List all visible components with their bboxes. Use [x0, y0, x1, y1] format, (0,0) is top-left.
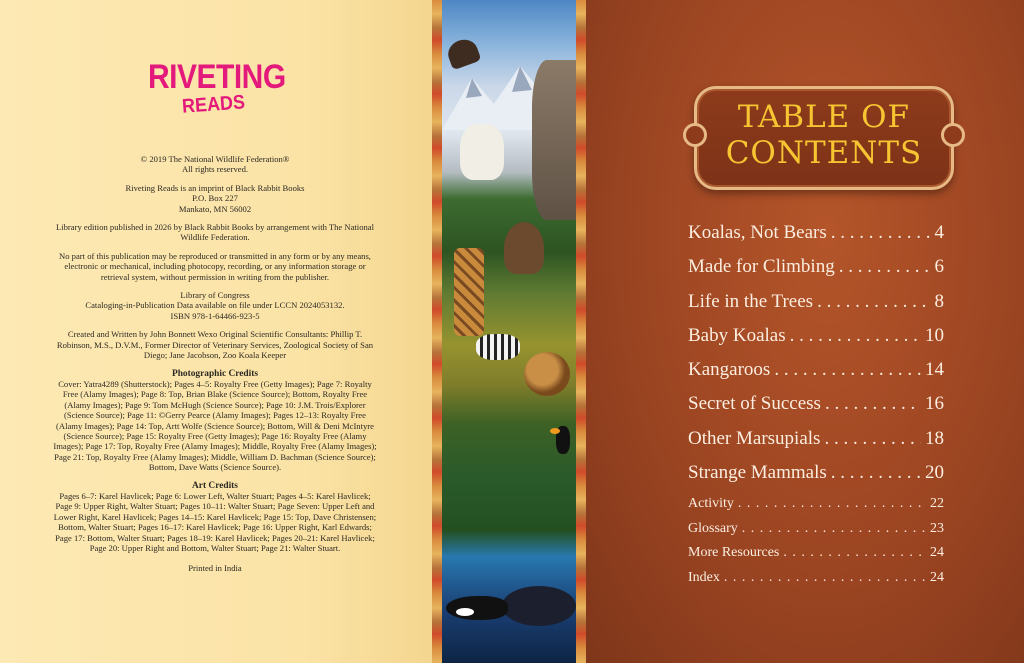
toc-entry[interactable] — [688, 393, 944, 427]
toc-entry-title: More Resources — [688, 545, 780, 560]
printed-in: Printed in India — [188, 563, 242, 574]
toucan-illustration — [556, 426, 570, 454]
toc-entry-page: 10 — [925, 324, 944, 346]
toc-back-entry[interactable] — [688, 496, 944, 521]
toc-entry-page: 22 — [930, 496, 944, 511]
toc-title-banner — [694, 86, 954, 190]
cip-line: Cataloging-in-Publication Data available on file under LCCN 2024053132. — [85, 300, 345, 311]
toc-entry-title: Glossary — [688, 520, 738, 536]
isbn-line: ISBN 978-1-64466-923-5 — [170, 310, 260, 321]
cataloging-info — [52, 290, 378, 321]
city-line: Mankato, MN 56002 — [178, 203, 252, 214]
polar-bear-illustration — [460, 124, 504, 180]
toc-entry-page: 4 — [934, 222, 944, 243]
imprint-line: Riveting Reads is an imprint of Black Rabbit Books — [125, 182, 305, 193]
giraffe-illustration — [454, 248, 484, 336]
toc-entry-page: 24 — [930, 569, 944, 585]
toc-leader — [790, 325, 921, 347]
library-edition: Library edition published in 2026 by Black Rabbit Books by arrangement with The National Wildlife Federation. — [56, 222, 374, 243]
toc-title-line2: CONTENTS — [725, 135, 923, 171]
decorative-border-right — [576, 0, 586, 663]
loc-line: Library of Congress — [180, 290, 250, 301]
toc-back-entry[interactable] — [688, 521, 944, 546]
toc-entry-title: Index — [688, 569, 720, 585]
toc-back-matter-list — [688, 496, 944, 594]
toc-entry[interactable] — [688, 222, 944, 256]
toc-leader — [742, 521, 926, 537]
copyright-page — [0, 0, 432, 663]
lion-illustration — [524, 352, 570, 396]
grizzly-bear-illustration — [504, 222, 544, 274]
art-credits-heading: Art Credits — [192, 480, 238, 491]
authors-credit: Created and Written by John Bonnett Wexo Original Scientific Consultants: Phillip T. Robinson, M.S., D.V.M., Former Director of Veterinary Services, Zoological Society of San Diego; Jane Jacobson, Zoo Koala Keeper — [56, 329, 374, 361]
po-box-line: P.O. Box 227 — [192, 193, 238, 204]
toc-title-line1: TABLE OF — [737, 99, 911, 135]
toc-entry[interactable] — [688, 428, 944, 462]
logo-line2: READS — [181, 90, 246, 118]
toc-entry-title: Koalas, Not Bears — [688, 222, 827, 243]
toc-entry-page: 16 — [925, 393, 944, 415]
zebra-illustration — [476, 334, 520, 360]
toc-leader — [831, 462, 921, 484]
credits-block — [52, 154, 378, 582]
toc-entry-title: Kangaroos — [688, 359, 771, 381]
toc-leader — [824, 428, 921, 450]
toc-entry-page: 20 — [925, 462, 944, 484]
toc-entry[interactable] — [688, 325, 944, 359]
copyright-text — [52, 154, 378, 175]
art-credits-text: Pages 6–7: Karel Havlicek; Page 6: Lower Left, Walter Stuart; Pages 4–5: Karel Havlicek; Page 9: Upper Right, Walter Stuart; Pages 10–11: Walter Stuart; Page Seven: Upper Left and Lower Right, Karel Havlicek; Pages 14–15: Karel Havlicek; Page 15: Top, Dave Christensen; Bottom, Walter Stuart; Pages 16–17: Karel Havlicek; Page 16: Upper Right, Karl Edwards; Page 17: Bottom, Walter Stuart; Pages 18–19: Karel Havlicek; Pages 20–21: Karel Havlicek; Page 20: Upper Right and Bottom, Walter Stuart; Page 21: Walter Stuart. — [53, 490, 377, 553]
toc-entry-page: 6 — [934, 256, 944, 278]
toc-entry[interactable] — [688, 462, 944, 496]
toc-entry-title: Activity — [688, 496, 734, 511]
photo-credits-heading: Photographic Credits — [171, 368, 259, 379]
toc-leader — [724, 570, 926, 586]
toc-entry-page: 8 — [934, 290, 944, 312]
toc-back-entry[interactable] — [688, 570, 944, 595]
toc-entry-title: Other Marsupials — [688, 427, 821, 449]
toc-entry-title: Secret of Success — [688, 393, 821, 415]
decorative-border-left — [432, 0, 442, 663]
orca-illustration — [446, 596, 508, 620]
toc-entry-title: Strange Mammals — [688, 462, 827, 484]
riveting-reads-logo — [148, 58, 286, 128]
toc-entry-page: 18 — [925, 427, 944, 449]
toc-main-list — [688, 222, 944, 496]
toc-leader — [825, 393, 921, 415]
logo-line1: RIVETING — [148, 58, 286, 96]
toc-entry-title: Life in the Trees — [688, 290, 814, 312]
permission-notice: No part of this publication may be reproduced or transmitted in any form or by any means, electronic or mechanical, including photocopy, recording, or any information storage or retrieval system, without permission in writing from the publisher. — [59, 250, 371, 282]
photo-credits-text: Cover: Yatra4289 (Shutterstock); Pages 4–5: Royalty Free (Getty Images); Page 7: Royalty Free (Alamy Images); Page 8: Top, Brian Blake (Science Source); Bottom, Royalty Free (Alamy Images); Page 9: Tom McHugh (Science Source); Page 10: J.M. Trois/Explorer (Science Source); Page 11: ©Gerry Pearce (Alamy Images); Pages 12–13: Royalty Free (Alamy Images); Page 14: Top, Artt Wolfe (Science Source); Bottom, Will & Deni McIntyre (Science Source); Page 15: Royalty Free (Getty Images); Page 16: Royalty Free (Alamy Images); Page 17: Top, Royalty Free (Alamy Images); Middle, Royalty Free (Alamy Images); Page 21: Top, Royalty Free (Alamy Images); Middle, William D. Bachman (Science Source); Bottom, Dave Watts (Science Source). — [53, 378, 377, 473]
toc-entry-page: 23 — [930, 520, 944, 536]
toc-entry-page: 24 — [930, 545, 944, 560]
rights-line: All rights reserved. — [181, 164, 249, 175]
wildlife-illustration-strip — [432, 0, 586, 663]
toc-entry-page: 14 — [925, 359, 944, 381]
whale-illustration — [502, 586, 576, 626]
publisher-address — [52, 183, 378, 214]
toc-back-entry[interactable] — [688, 545, 944, 570]
table-of-contents-page — [586, 0, 1024, 663]
toc-leader — [839, 256, 931, 278]
toc-leader — [817, 291, 930, 313]
toc-leader — [738, 496, 926, 512]
toc-entry-title: Made for Climbing — [688, 256, 835, 278]
toc-entry[interactable] — [688, 256, 944, 290]
toc-entry[interactable] — [688, 291, 944, 325]
toc-leader — [831, 222, 931, 244]
copyright-line: © 2019 The National Wildlife Federation® — [140, 154, 290, 164]
toc-leader — [774, 359, 921, 381]
cliff-illustration — [532, 60, 582, 220]
toc-entry-title: Baby Koalas — [688, 324, 786, 346]
toc-title — [697, 99, 951, 171]
toc-entry[interactable] — [688, 359, 944, 393]
toc-leader — [783, 545, 926, 561]
